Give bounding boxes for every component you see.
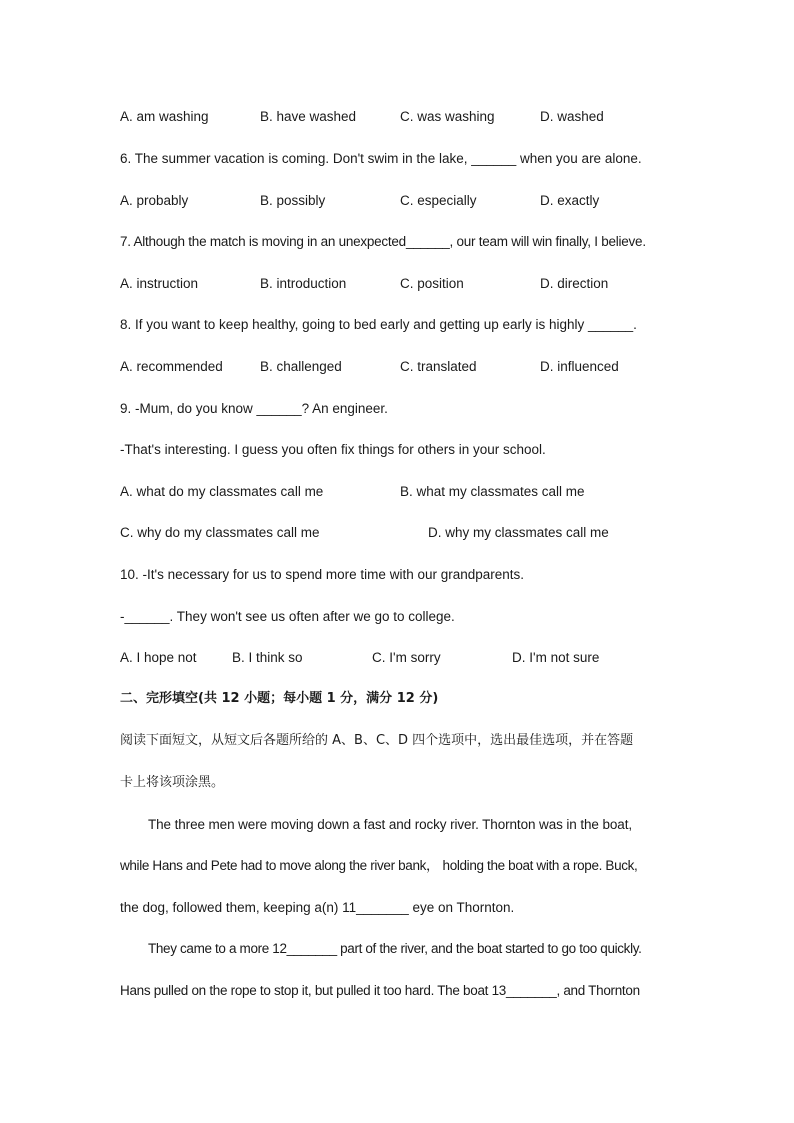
q9-option-b: B. what my classmates call me <box>400 484 585 499</box>
q10-option-d: D. I'm not sure <box>512 650 600 665</box>
q8-option-d: D. influenced <box>540 359 619 374</box>
section-heading: 二、完形填空(共 12 小题；每小题 1 分，满分 12 分) <box>120 691 439 706</box>
q5-option-d: D. washed <box>540 109 604 124</box>
passage-p1-line1: The three men were moving down a fast and rocky river. Thornton was in the boat, <box>148 817 633 832</box>
q9-option-a: A. what do my classmates call me <box>120 484 324 499</box>
q7-option-c: C. position <box>400 276 464 291</box>
passage-p2-line1: They came to a more 12_______ part of the river, and the boat started to go too quickly. <box>148 941 642 956</box>
passage-p1-line2: while Hans and Pete had to move along the river bank， holding the boat with a rope. Buck, <box>120 858 638 873</box>
q8-option-b: B. challenged <box>260 359 342 374</box>
q8-stem: 8. If you want to keep healthy, going to bed early and getting up early is highly ______. <box>120 317 637 332</box>
q6-stem: 6. The summer vacation is coming. Don't swim in the lake, ______ when you are alone. <box>120 151 642 166</box>
q8-option-a: A. recommended <box>120 359 223 374</box>
q9-option-c: C. why do my classmates call me <box>120 525 320 540</box>
q8-option-c: C. translated <box>400 359 477 374</box>
q6-option-c: C. especially <box>400 193 477 208</box>
q10-reply: -______. They won't see us often after we go to college. <box>120 609 455 624</box>
q7-stem: 7. Although the match is moving in an unexpected______, our team will win finally, I believe. <box>120 234 646 249</box>
section-instruction-line1: 阅读下面短文，从短文后各题所给的 A、B、C、D 四个选项中，选出最佳选项，并在答题 <box>120 733 634 748</box>
q5-option-c: C. was washing <box>400 109 495 124</box>
q10-stem: 10. -It's necessary for us to spend more time with our grandparents. <box>120 567 525 582</box>
q6-option-d: D. exactly <box>540 193 600 208</box>
q10-option-a: A. I hope not <box>120 650 197 665</box>
q9-option-d: D. why my classmates call me <box>428 525 609 540</box>
q10-option-c: C. I'm sorry <box>372 650 441 665</box>
q5-option-b: B. have washed <box>260 109 357 124</box>
q6-option-b: B. possibly <box>260 193 326 208</box>
section-instruction-line2: 卡上将该项涂黑。 <box>120 775 225 790</box>
passage-p2-line2: Hans pulled on the rope to stop it, but pulled it too hard. The boat 13_______, and Thornton <box>120 983 640 998</box>
q7-option-b: B. introduction <box>260 276 347 291</box>
q6-option-a: A. probably <box>120 193 189 208</box>
q7-option-a: A. instruction <box>120 276 199 291</box>
q10-option-b: B. I think so <box>232 650 303 665</box>
q9-reply: -That's interesting. I guess you often fix things for others in your school. <box>120 442 546 457</box>
passage-p1-line3: the dog, followed them, keeping a(n) 11_______ eye on Thornton. <box>120 900 515 915</box>
q9-stem: 9. -Mum, do you know ______? An engineer. <box>120 401 388 416</box>
q7-option-d: D. direction <box>540 276 609 291</box>
q5-option-a: A. am washing <box>120 109 209 124</box>
